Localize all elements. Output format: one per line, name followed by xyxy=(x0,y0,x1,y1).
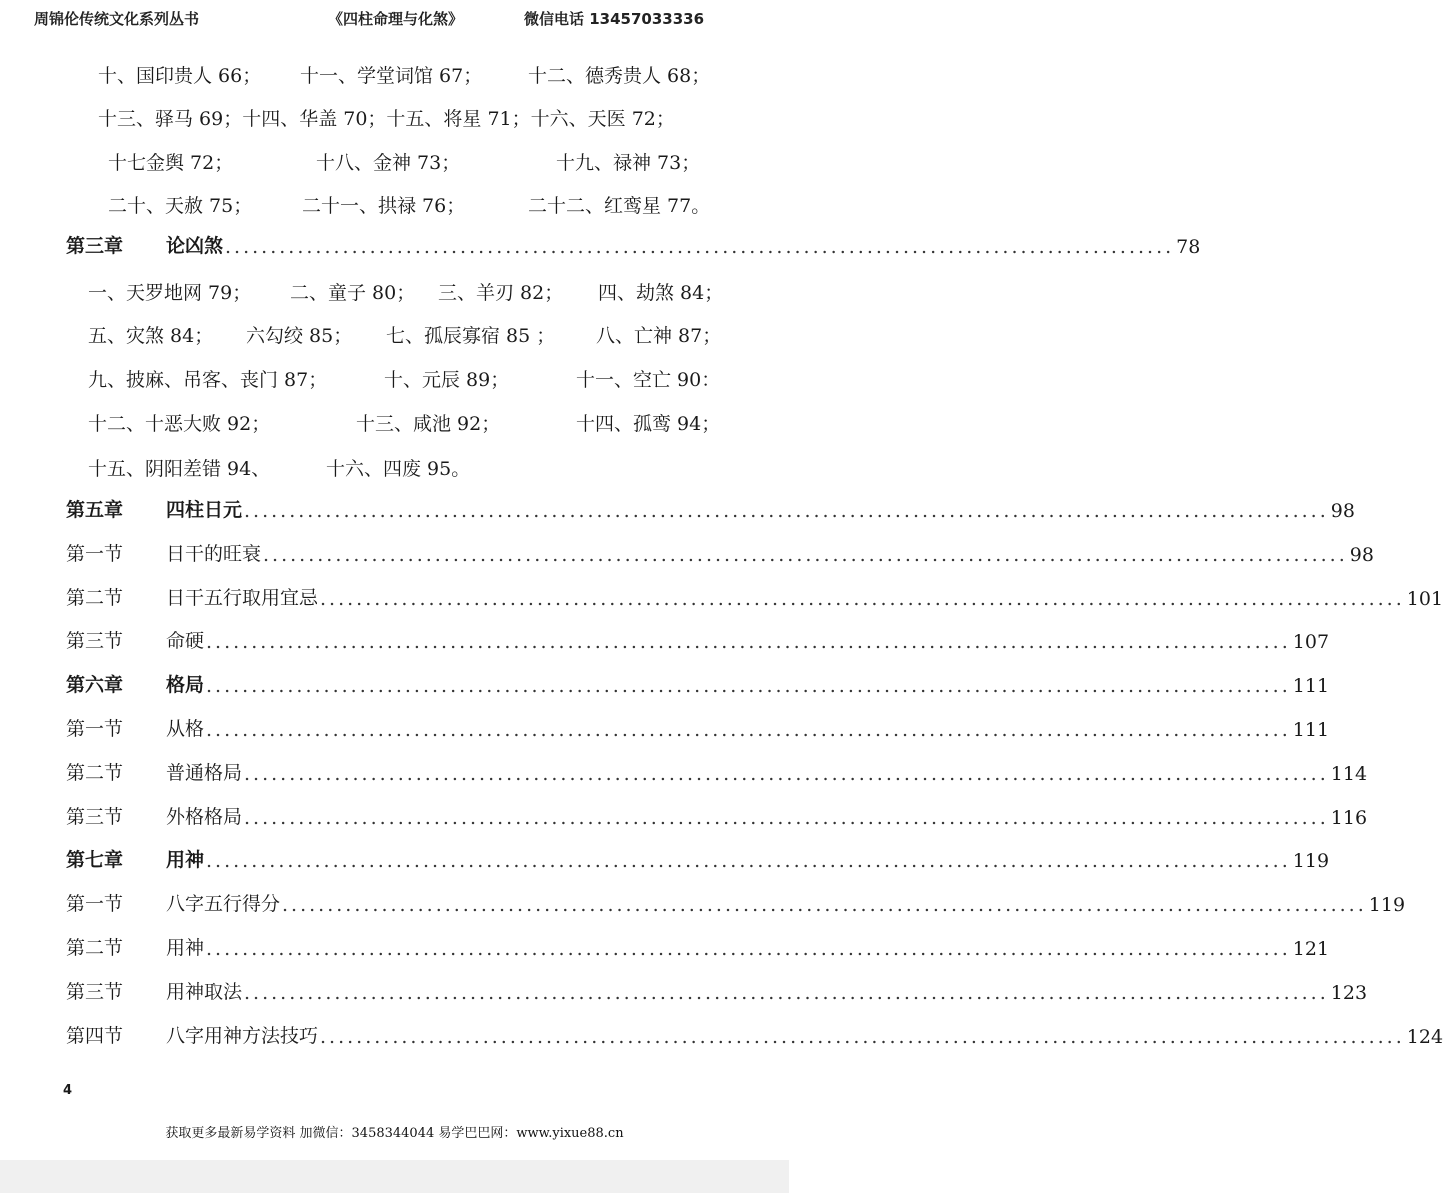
book-title: 《四柱命理与化煞》 xyxy=(328,10,464,28)
entry-item: 十三、咸池 92； xyxy=(356,413,501,435)
entry-item: 二十、天赦 75； xyxy=(108,195,253,217)
page-ref: 119 xyxy=(1292,850,1330,872)
dot-leader: ........................................................................................................................ xyxy=(206,938,1291,960)
section-label: 第二节 xyxy=(66,937,124,959)
chapter-title: 用神 xyxy=(166,849,205,871)
entry-item: 三、羊刃 82； xyxy=(438,282,564,304)
entry-item: 二十一、拱禄 76； xyxy=(302,195,466,217)
section-label: 第一节 xyxy=(66,718,124,740)
running-header xyxy=(0,4,789,30)
entry-item: 十六、四废 95。 xyxy=(326,458,471,480)
entry-item: 十九、禄神 73； xyxy=(556,152,701,174)
page-ref: 111 xyxy=(1292,719,1330,741)
page-ref: 107 xyxy=(1292,631,1330,653)
toc-chapter-row[interactable] xyxy=(66,842,1330,872)
dot-leader: ........................................................................................................................ xyxy=(206,675,1291,697)
dot-leader: ........................................................................................................................ xyxy=(263,544,1348,566)
chapter-label: 第七章 xyxy=(66,849,124,871)
section-label: 第三节 xyxy=(66,806,124,828)
entry-item: 十二、十恶大败 92； xyxy=(88,413,271,435)
entry-item: 十七金舆 72； xyxy=(108,152,234,174)
entry-item: 十四、孤鸾 94； xyxy=(576,413,721,435)
entry-item: 六勾绞 85； xyxy=(246,325,353,347)
toc-section-row[interactable] xyxy=(66,580,1443,610)
entry-item: 十五、阴阳差错 94、 xyxy=(88,458,271,480)
chapter-title: 四柱日元 xyxy=(166,499,243,521)
section-title: 用神 xyxy=(166,937,205,959)
dot-leader: ........................................................................................................................ xyxy=(244,763,1329,785)
section-title: 八字五行得分 xyxy=(166,893,281,915)
dot-leader: ........................................................................................................................ xyxy=(244,807,1329,829)
entry-item: 十一、空亡 90： xyxy=(576,369,721,391)
entry-item: 七、孤辰寡宿 85 ； xyxy=(386,325,556,347)
dot-leader: ........................................................................................................................ xyxy=(206,631,1291,653)
toc-section-row[interactable] xyxy=(66,886,1406,916)
toc-section-row[interactable] xyxy=(66,799,1368,829)
entry-line xyxy=(0,188,789,218)
dot-leader: ......................................................................................................... xyxy=(225,236,1175,258)
dot-leader: ........................................................................................................................ xyxy=(282,894,1367,916)
page-ref: 123 xyxy=(1330,982,1368,1004)
chapter-title: 论凶煞 xyxy=(166,235,224,257)
section-label: 第一节 xyxy=(66,893,124,915)
series-title: 周锦伦传统文化系列丛书 xyxy=(34,10,200,28)
toc-section-row[interactable] xyxy=(66,930,1330,960)
entry-item: 一、天罗地网 79； xyxy=(88,282,252,304)
section-title: 日干的旺衰 xyxy=(166,543,262,565)
dot-leader: ........................................................................................................................ xyxy=(320,588,1405,610)
entry-line xyxy=(0,406,789,436)
dot-leader: ........................................................................................................................ xyxy=(206,719,1291,741)
toc-section-row[interactable] xyxy=(66,711,1330,741)
page-ref: 116 xyxy=(1330,807,1368,829)
page-ref: 98 xyxy=(1349,544,1374,566)
entry-item: 二、童子 80； xyxy=(290,282,416,304)
entry-line xyxy=(0,58,789,88)
entry-item: 九、披麻、吊客、丧门 87； xyxy=(88,369,328,391)
section-label: 第三节 xyxy=(66,630,124,652)
entry-line xyxy=(0,318,789,348)
entry-item: 十三、驿马 69；十四、华盖 70；十五、将星 71；十六、天医 72； xyxy=(98,108,675,130)
page-ref: 98 xyxy=(1330,500,1355,522)
page-ref: 101 xyxy=(1406,588,1443,610)
bottom-band xyxy=(0,1160,789,1193)
section-label: 第二节 xyxy=(66,587,124,609)
toc-section-row[interactable] xyxy=(66,1018,1443,1048)
entry-item: 五、灾煞 84； xyxy=(88,325,214,347)
page-ref: 78 xyxy=(1176,236,1201,258)
section-title: 日干五行取用宜忌 xyxy=(166,587,319,609)
page-ref: 111 xyxy=(1292,675,1330,697)
dot-leader: ........................................................................................................................ xyxy=(320,1026,1405,1048)
entry-line xyxy=(0,275,789,305)
page-ref: 121 xyxy=(1292,938,1330,960)
toc-section-row[interactable] xyxy=(66,536,1374,566)
toc-chapter-row[interactable] xyxy=(66,492,1355,522)
dot-leader: ........................................................................................................................ xyxy=(244,982,1329,1004)
page-ref: 114 xyxy=(1330,763,1368,785)
toc-section-row[interactable] xyxy=(66,623,1330,653)
entry-item: 十、国印贵人 66； xyxy=(98,65,262,87)
footer-note: 获取更多最新易学资料 加微信：3458344044 易学巴巴网：www.yixue88.cn xyxy=(165,1126,624,1141)
toc-chapter-row[interactable] xyxy=(66,228,1201,258)
entry-line xyxy=(0,101,789,131)
section-title: 普通格局 xyxy=(166,762,243,784)
entry-item: 十二、德秀贵人 68； xyxy=(528,65,711,87)
entry-line xyxy=(0,362,789,392)
section-label: 第四节 xyxy=(66,1025,124,1047)
toc-section-row[interactable] xyxy=(66,974,1368,1004)
entry-item: 四、劫煞 84； xyxy=(598,282,724,304)
entry-line xyxy=(0,451,789,481)
toc-section-row[interactable] xyxy=(66,755,1368,785)
dot-leader: ........................................................................................................................ xyxy=(244,500,1329,522)
entry-item: 二十二、红鸾星 77。 xyxy=(528,195,711,217)
section-label: 第一节 xyxy=(66,543,124,565)
section-label: 第三节 xyxy=(66,981,124,1003)
entry-item: 十一、学堂词馆 67； xyxy=(300,65,483,87)
entry-item: 八、亡神 87； xyxy=(596,325,722,347)
section-title: 八字用神方法技巧 xyxy=(166,1025,319,1047)
chapter-label: 第五章 xyxy=(66,499,124,521)
chapter-label: 第六章 xyxy=(66,674,124,696)
section-label: 第二节 xyxy=(66,762,124,784)
toc-chapter-row[interactable] xyxy=(66,667,1330,697)
page-ref: 119 xyxy=(1368,894,1406,916)
chapter-title: 格局 xyxy=(166,674,205,696)
page-number: 4 xyxy=(63,1083,73,1098)
chapter-label: 第三章 xyxy=(66,235,124,257)
section-title: 用神取法 xyxy=(166,981,243,1003)
entry-line xyxy=(0,145,789,175)
dot-leader: ........................................................................................................................ xyxy=(206,850,1291,872)
page-ref: 124 xyxy=(1406,1026,1443,1048)
section-title: 命硬 xyxy=(166,630,205,652)
section-title: 从格 xyxy=(166,718,205,740)
contact-info: 微信电话 13457033336 xyxy=(524,10,705,28)
section-title: 外格格局 xyxy=(166,806,243,828)
entry-item: 十、元辰 89； xyxy=(384,369,510,391)
entry-item: 十八、金神 73； xyxy=(316,152,461,174)
